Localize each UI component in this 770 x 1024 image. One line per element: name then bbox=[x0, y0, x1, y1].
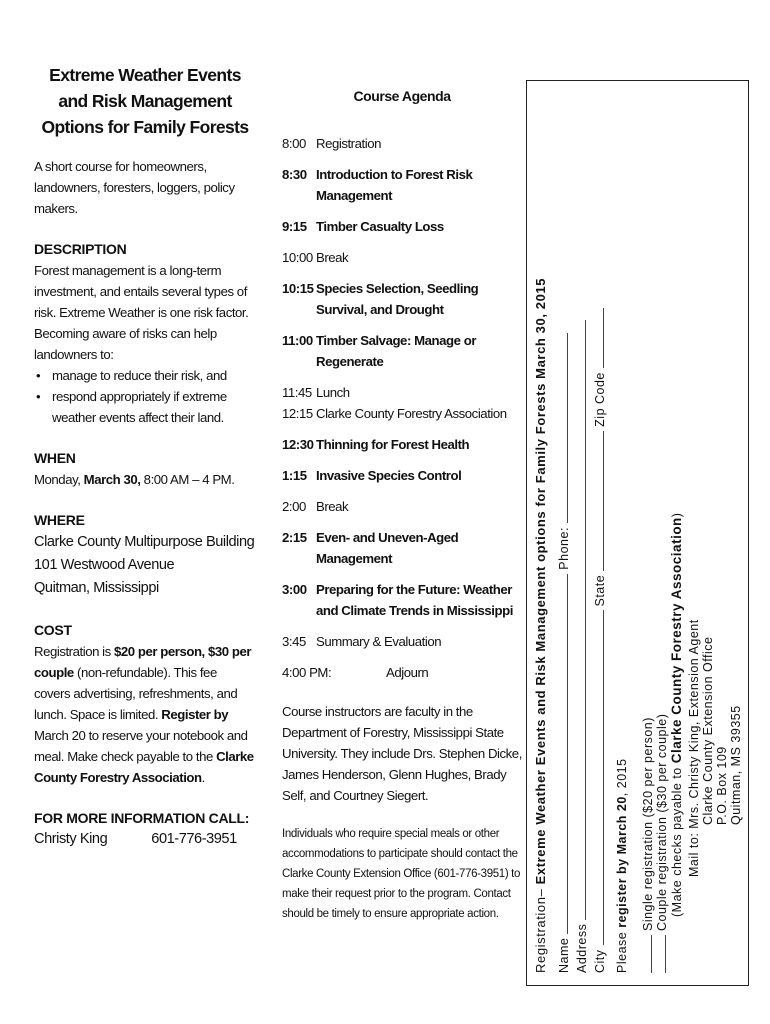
contact-phone: 601-776-3951 bbox=[151, 831, 237, 847]
agenda-time: 4:00 PM: bbox=[282, 665, 332, 680]
agenda-time: 9:15 bbox=[282, 219, 307, 234]
zip-label: Zip Code bbox=[593, 372, 607, 427]
bullet-item: • manage to reduce their risk, and bbox=[52, 365, 256, 386]
agenda-item bbox=[282, 382, 522, 403]
where-address: Clarke County Multipurpose Building 101 Westwood Avenue Quitman, Mississippi bbox=[34, 534, 255, 596]
description-text: Forest management is a long-term investment, and entails several types of risk. Extreme Weather is one risk factor. Becoming aware of risks can help landowners to: bbox=[34, 263, 249, 362]
agenda-item bbox=[282, 434, 522, 455]
name-field[interactable] bbox=[557, 574, 568, 934]
where-heading: WHERE bbox=[34, 512, 85, 528]
registration-title: Registration– Extreme Weather Events and Risk Management options for Family Forests March 30, 2015 bbox=[533, 277, 548, 973]
city-field[interactable] bbox=[593, 610, 604, 945]
agenda-time: 10:15 bbox=[282, 281, 314, 296]
address-label: Address bbox=[575, 923, 589, 973]
when-heading: WHEN bbox=[34, 450, 76, 466]
agenda-label: Timber Salvage: Manage or Regenerate bbox=[316, 333, 477, 369]
agenda-label: Introduction to Forest Risk Management bbox=[316, 167, 473, 203]
description-bullets bbox=[34, 365, 256, 428]
agenda-item bbox=[282, 133, 522, 154]
single-registration-row bbox=[641, 717, 655, 973]
name-row bbox=[557, 333, 571, 973]
agenda-label: Even- and Uneven-Aged Management bbox=[316, 530, 459, 566]
address-field[interactable] bbox=[575, 320, 586, 920]
agenda-label: Lunch bbox=[316, 385, 350, 400]
phone-label: Phone: bbox=[557, 527, 571, 570]
agenda-time: 2:00 bbox=[282, 499, 306, 514]
single-registration-label: Single registration ($20 per person) bbox=[641, 717, 655, 932]
agenda-item bbox=[282, 527, 522, 569]
agenda-item bbox=[282, 164, 522, 206]
agenda-item bbox=[282, 278, 522, 320]
agenda-time: 10:00 bbox=[282, 250, 313, 265]
agenda-time: 2:15 bbox=[282, 530, 307, 545]
document-title: Extreme Weather Events and Risk Management Options for Family Forests bbox=[41, 65, 249, 137]
agenda-item bbox=[282, 247, 522, 268]
agenda-time: 1:15 bbox=[282, 468, 307, 483]
agenda-label: Adjourn bbox=[386, 665, 429, 680]
agenda-label: Break bbox=[316, 499, 349, 514]
agenda-label: Invasive Species Control bbox=[316, 468, 462, 483]
cost-text: Registration is $20 per person, $30 per couple (non-refundable). This fee covers advertising, refreshments, and lunch. Space is limited. Register by March 20 to reserve your notebook and meal. Make check payable to the Clarke County Forestry Association. bbox=[34, 644, 254, 785]
address-row bbox=[575, 320, 589, 973]
agenda-item bbox=[282, 403, 522, 424]
agenda-label: Preparing for the Future: Weather and Climate Trends in Mississippi bbox=[316, 582, 513, 618]
course-agenda bbox=[282, 86, 522, 924]
single-checkbox-line[interactable] bbox=[641, 935, 652, 973]
mail-to-address: Mail to: Mrs. Christy King, Extension Agent Clarke County Extension Office P.O. Box 109 Quitman, MS 39355 bbox=[687, 619, 743, 877]
agenda-list bbox=[282, 133, 522, 683]
agenda-time: 11:00 bbox=[282, 333, 313, 348]
city-row bbox=[593, 308, 607, 973]
couple-registration-label: Couple registration ($30 per couple) bbox=[655, 713, 669, 932]
info-heading: FOR MORE INFORMATION CALL: bbox=[34, 810, 250, 826]
bullet-item: • respond appropriately if extreme weather events affect their land. bbox=[52, 386, 256, 428]
agenda-time: 12:15 bbox=[282, 406, 313, 421]
accommodations-text: Individuals who require special meals or other accommodations to participate should contact the Clarke County Extension Office (601-776-3951) to make their request prior to the program. Contact should be timely to ensure appropriate action. bbox=[282, 828, 521, 920]
agenda-label: Registration bbox=[316, 136, 381, 151]
agenda-label: Summary & Evaluation bbox=[316, 634, 442, 649]
agenda-label: Clarke County Forestry Association bbox=[316, 406, 507, 421]
agenda-label: Species Selection, Seedling Survival, and Drought bbox=[316, 281, 479, 317]
agenda-time: 8:00 bbox=[282, 136, 306, 151]
agenda-label: Timber Casualty Loss bbox=[316, 219, 444, 234]
contact-line bbox=[34, 829, 256, 850]
city-label: City bbox=[593, 949, 607, 973]
agenda-time: 8:30 bbox=[282, 167, 307, 182]
agenda-item bbox=[282, 216, 522, 237]
agenda-time: 3:00 bbox=[282, 582, 307, 597]
when-text: Monday, March 30, 8:00 AM – 4 PM. bbox=[34, 472, 235, 487]
agenda-item bbox=[282, 496, 522, 517]
zip-field[interactable] bbox=[593, 308, 604, 368]
agenda-item bbox=[282, 465, 522, 486]
agenda-label: Thinning for Forest Health bbox=[316, 437, 470, 452]
phone-field[interactable] bbox=[557, 333, 568, 523]
agenda-time: 12:30 bbox=[282, 437, 314, 452]
couple-checkbox-line[interactable] bbox=[655, 935, 666, 973]
contact-name: Christy King bbox=[34, 831, 108, 847]
name-label: Name bbox=[557, 937, 571, 973]
state-field[interactable] bbox=[593, 431, 604, 571]
couple-registration-row bbox=[655, 714, 669, 973]
state-label: State bbox=[593, 574, 607, 607]
agenda-item bbox=[282, 579, 522, 621]
registration-form bbox=[526, 80, 749, 986]
agenda-time: 3:45 bbox=[282, 634, 306, 649]
instructors-text: Course instructors are faculty in the Department of Forestry, Mississippi State University. They include Drs. Stephen Dicke, James Henderson, Glenn Hughes, Brady Self, and Courtney Siegert. bbox=[282, 704, 522, 803]
checks-payable-text: (Make checks payable to Clarke County Forestry Association) bbox=[669, 512, 684, 917]
cost-heading: COST bbox=[34, 622, 72, 638]
agenda-heading: Course Agenda bbox=[353, 88, 451, 104]
agenda-item bbox=[282, 330, 522, 372]
left-column bbox=[34, 62, 256, 850]
register-by-text: Please register by March 20, 2015 bbox=[615, 758, 629, 973]
agenda-time: 11:45 bbox=[282, 385, 312, 400]
description-heading: DESCRIPTION bbox=[34, 241, 127, 257]
agenda-item bbox=[282, 631, 522, 652]
agenda-label: Break bbox=[316, 250, 349, 265]
intro-text: A short course for homeowners, landowners, foresters, loggers, policy makers. bbox=[34, 159, 235, 216]
agenda-item bbox=[282, 662, 522, 683]
